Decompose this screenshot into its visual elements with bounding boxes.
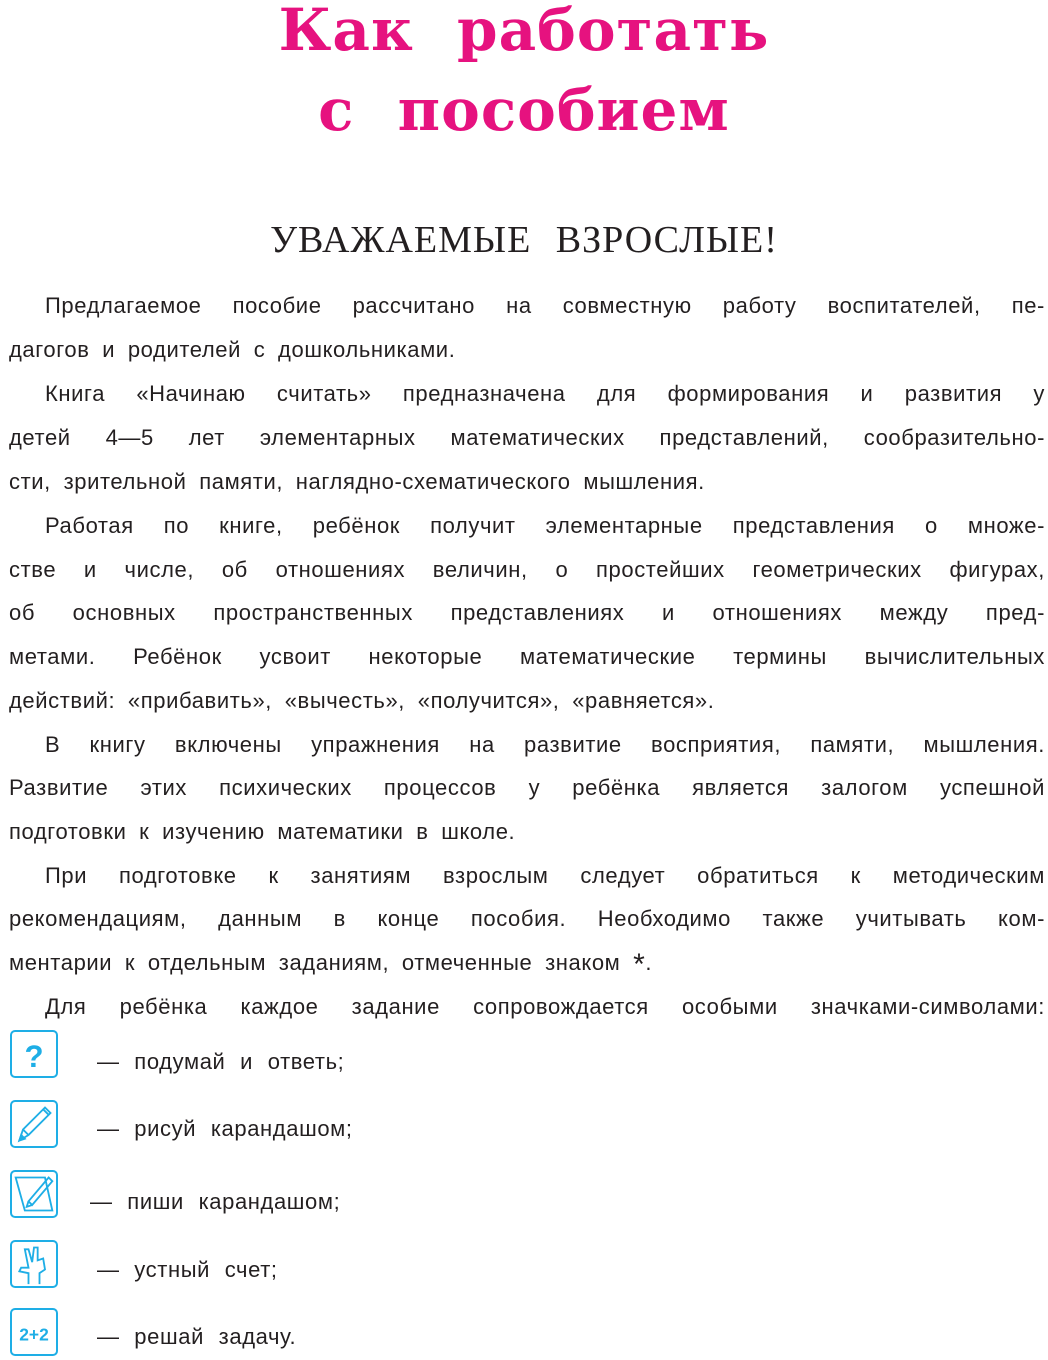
text-line xyxy=(9,948,1045,980)
page-title-line-1: Как работать xyxy=(278,0,770,64)
fingers-hand-icon xyxy=(10,1240,58,1288)
math-2plus2-icon xyxy=(10,1308,58,1356)
svg-text:?: ? xyxy=(24,1038,44,1074)
svg-text:2+2: 2+2 xyxy=(19,1324,49,1345)
page-title-line-2: с пособием xyxy=(318,76,730,144)
symbol-label-solve: — решай задачу. xyxy=(97,1324,297,1349)
period: . xyxy=(645,950,653,975)
text-line: стве и числе, об отношениях величин, о простейших геометрических фигурах, xyxy=(9,557,1045,582)
symbol-label-count: — устный счет; xyxy=(97,1257,278,1282)
asterisk-mark: * xyxy=(633,948,646,981)
text-line: Работая по книге, ребёнок получит элементарные представления о множе- xyxy=(45,513,1045,538)
text-line: метами. Ребёнок усвоит некоторые математические термины вычислительных xyxy=(9,644,1045,669)
symbol-label-write: — пиши карандашом; xyxy=(90,1189,341,1214)
text-line: сти, зрительной памяти, наглядно-схематического мышления. xyxy=(9,469,705,494)
text-line: об основных пространственных представлениях и отношениях между пред- xyxy=(9,600,1045,625)
text-line: При подготовке к занятиям взрослым следует обратиться к методическим xyxy=(45,863,1045,888)
symbol-label-think: — подумай и ответь; xyxy=(97,1049,345,1074)
text-line: Для ребёнка каждое задание сопровождается особыми значками-символами: xyxy=(45,994,1045,1019)
symbol-label-draw: — рисуй карандашом; xyxy=(97,1116,353,1141)
write-pen-icon xyxy=(10,1170,58,1218)
text-line-content: ментарии к отдельным заданиям, отмеченные знаком xyxy=(9,950,621,975)
section-heading: УВАЖАЕМЫЕ ВЗРОСЛЫЕ! xyxy=(270,219,778,261)
text-line: подготовки к изучению математики в школе. xyxy=(9,819,516,844)
text-line: Предлагаемое пособие рассчитано на совместную работу воспитателей, пе- xyxy=(45,293,1045,318)
text-line: действий: «прибавить», «вычесть», «получится», «равняется». xyxy=(9,688,715,713)
pencil-icon xyxy=(10,1100,58,1148)
text-line: дагогов и родителей с дошкольниками. xyxy=(9,337,456,362)
text-line: детей 4—5 лет элементарных математических представлений, сообразительно- xyxy=(9,425,1045,450)
text-line: рекомендациям, данным в конце пособия. Необходимо также учитывать ком- xyxy=(9,906,1045,931)
text-line: Развитие этих психических процессов у ребёнка является залогом успешной xyxy=(9,775,1045,800)
text-line: Книга «Начинаю считать» предназначена для формирования и развития у xyxy=(45,381,1045,406)
question-icon xyxy=(10,1030,58,1078)
text-line: В книгу включены упражнения на развитие восприятия, памяти, мышления. xyxy=(45,732,1045,757)
